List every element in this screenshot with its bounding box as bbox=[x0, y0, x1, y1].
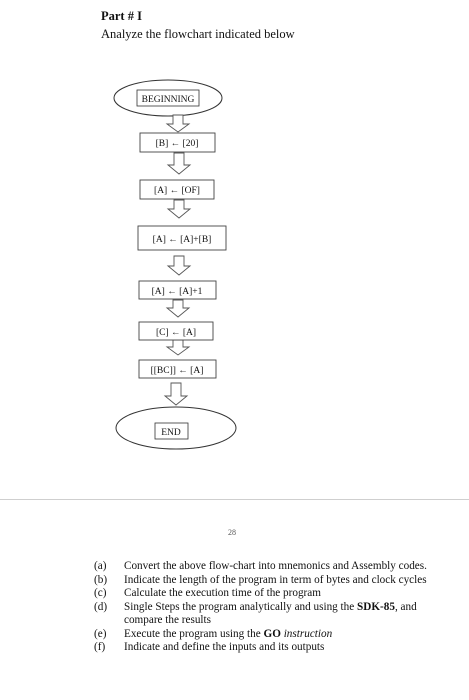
part-title: Part # I bbox=[101, 9, 142, 23]
question-label: (c) bbox=[94, 587, 107, 599]
arrow-6 bbox=[167, 340, 189, 355]
instruction-subtitle: Analyze the flowchart indicated below bbox=[101, 27, 295, 41]
arrow-1 bbox=[167, 115, 189, 132]
question-text: Indicate the length of the program in term of bytes and clock cycles bbox=[124, 573, 427, 586]
question-item bbox=[94, 587, 434, 601]
arrow-4 bbox=[168, 256, 190, 275]
question-label: (e) bbox=[94, 627, 107, 640]
question-item bbox=[94, 601, 434, 628]
arrow-7 bbox=[165, 383, 187, 405]
question-item bbox=[94, 628, 434, 642]
question-item bbox=[94, 641, 434, 655]
arrow-5 bbox=[167, 300, 189, 317]
question-item bbox=[94, 574, 434, 588]
start-label: BEGINNING bbox=[141, 95, 195, 105]
end-label: END bbox=[161, 428, 181, 438]
step-label-5: [C] ← [A] bbox=[155, 328, 197, 338]
question-label: (f) bbox=[94, 641, 106, 653]
question-label: (b) bbox=[94, 573, 108, 586]
question-item bbox=[94, 560, 434, 574]
question-text: Single Steps the program analytically and using the SDK-85, and compare the results bbox=[124, 600, 417, 626]
sdk-85-term: SDK-85 bbox=[357, 600, 395, 613]
step-label-1: [B] ← [20] bbox=[155, 139, 199, 149]
step-label-3: [A] ← [A]+[B] bbox=[152, 235, 212, 245]
go-term: GO bbox=[263, 627, 281, 640]
question-label: (d) bbox=[94, 600, 108, 613]
step-label-6: [[BC]] ← [A] bbox=[150, 366, 204, 376]
question-text: Execute the program using the GO instruction bbox=[124, 627, 333, 640]
question-label: (a) bbox=[94, 560, 107, 572]
arrow-3 bbox=[168, 200, 190, 218]
question-list bbox=[94, 560, 434, 655]
question-text: Calculate the execution time of the program bbox=[124, 587, 321, 599]
step-label-2: [A] ← [OF] bbox=[154, 186, 200, 196]
step-label-4: [A] ← [A]+1 bbox=[151, 287, 203, 297]
arrow-2 bbox=[168, 153, 190, 174]
page-number: 28 bbox=[228, 528, 236, 537]
question-text: Convert the above flow-chart into mnemonics and Assembly codes. bbox=[124, 560, 427, 572]
page-divider bbox=[0, 499, 469, 500]
question-text: Indicate and define the inputs and its outputs bbox=[124, 641, 325, 653]
